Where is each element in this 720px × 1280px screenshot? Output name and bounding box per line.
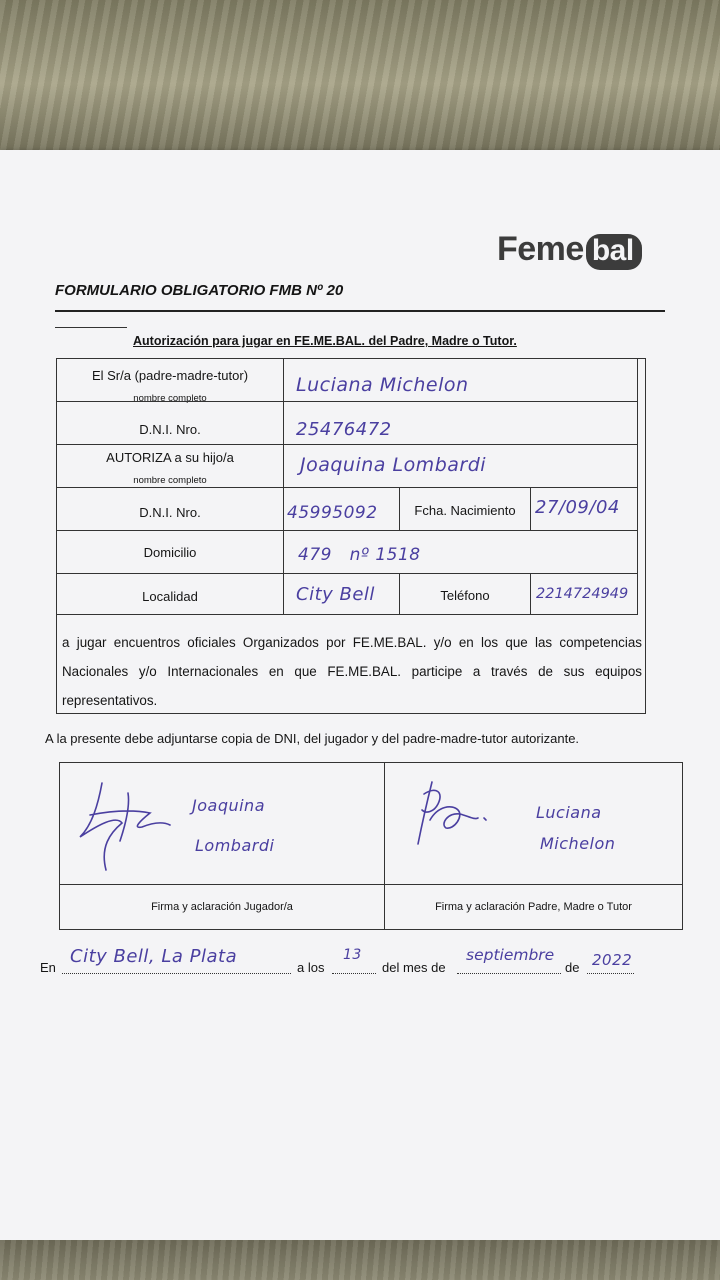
city-label: Localidad bbox=[142, 589, 198, 604]
child-dni-label: D.N.I. Nro. bbox=[139, 505, 201, 520]
child-dni-handwritten: 45995092 bbox=[287, 503, 378, 523]
address-label: Domicilio bbox=[143, 545, 197, 560]
child-label: AUTORIZA a su hijo/a bbox=[106, 450, 234, 465]
parent-dni-handwritten: 25476472 bbox=[296, 419, 392, 440]
de-label: de bbox=[565, 960, 580, 975]
parent-label: El Sr/a (padre-madre-tutor) bbox=[91, 368, 249, 383]
en-label: En bbox=[40, 960, 56, 975]
player-signature-scribble bbox=[70, 775, 190, 875]
phone-label: Teléfono bbox=[440, 588, 490, 603]
player-name-line2: Lombardi bbox=[195, 836, 275, 855]
a-los-label: a los bbox=[297, 960, 325, 975]
parent-name-handwritten: Luciana Michelon bbox=[296, 374, 469, 396]
wood-background-bottom bbox=[0, 1240, 720, 1280]
logo-text: Feme bbox=[497, 230, 584, 268]
birth-date-handwritten: 27/09/04 bbox=[535, 497, 620, 518]
day-handwritten: 13 bbox=[343, 947, 362, 963]
parent-sublabel: nombre completo bbox=[133, 393, 207, 404]
child-name-handwritten: Joaquina Lombardi bbox=[300, 454, 487, 476]
parent-signature-scribble bbox=[408, 774, 498, 854]
city-handwritten: City Bell bbox=[296, 584, 375, 605]
authorization-paragraph: a jugar encuentros oficiales Organizados por FE.ME.BAL. y/o en los que las competencias Nacionales y/o Internacionales en que FE.ME.BAL. participe a través de sus equipos representativos. bbox=[62, 635, 642, 708]
address-handwritten: 479 nº 1518 bbox=[298, 545, 421, 565]
parent-dni-label: D.N.I. Nro. bbox=[139, 422, 201, 437]
form-title: FORMULARIO OBLIGATORIO FMB Nº 20 bbox=[55, 282, 344, 299]
logo-badge: bal bbox=[586, 234, 642, 270]
wood-background-top bbox=[0, 0, 720, 152]
year-handwritten: 2022 bbox=[592, 951, 633, 969]
parent-name-line2: Michelon bbox=[540, 834, 616, 853]
player-name-line1: Joaquina bbox=[192, 796, 265, 815]
place-handwritten: City Bell, La Plata bbox=[70, 946, 238, 967]
parent-signature-caption: Firma y aclaración Padre, Madre o Tutor bbox=[435, 901, 632, 913]
month-handwritten: septiembre bbox=[466, 946, 555, 964]
birth-label: Fcha. Nacimiento bbox=[414, 503, 516, 518]
day-dotted-line bbox=[332, 965, 376, 974]
player-signature-caption: Firma y aclaración Jugador/a bbox=[151, 901, 293, 913]
femebal-logo bbox=[497, 230, 642, 270]
month-dotted-line bbox=[457, 965, 561, 974]
short-divider bbox=[55, 327, 127, 328]
mes-label: del mes de bbox=[382, 960, 446, 975]
form-subtitle: Autorización para jugar en FE.ME.BAL. del Padre, Madre o Tutor. bbox=[133, 334, 517, 348]
parent-name-line1: Luciana bbox=[536, 803, 602, 822]
attachment-note: A la presente debe adjuntarse copia de DNI, del jugador y del padre-madre-tutor autorizante. bbox=[45, 731, 580, 746]
phone-handwritten: 2214724949 bbox=[536, 586, 629, 602]
title-divider bbox=[55, 310, 665, 312]
child-sublabel: nombre completo bbox=[133, 475, 207, 486]
